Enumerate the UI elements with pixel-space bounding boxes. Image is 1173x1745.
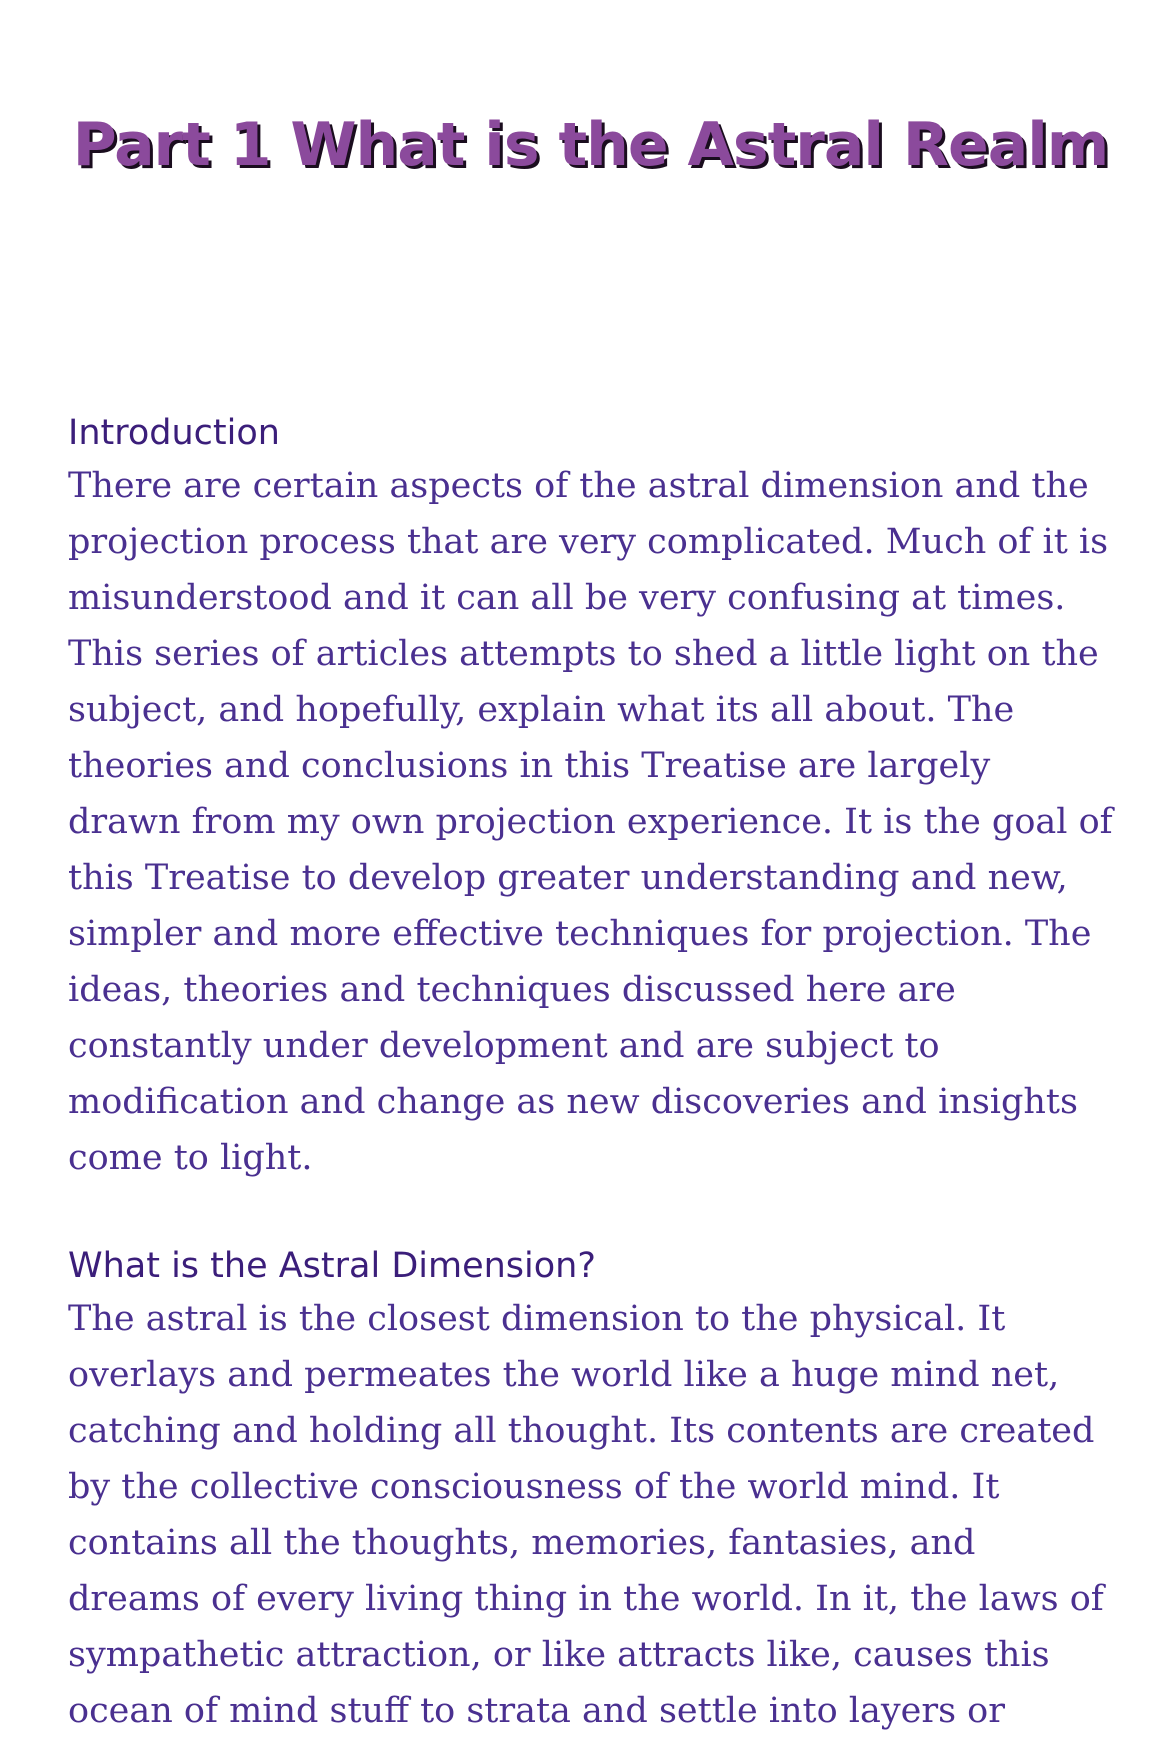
- section-astral-dimension: [68, 1241, 1113, 1739]
- section-heading: Introduction: [68, 413, 280, 453]
- section-introduction: [68, 408, 1113, 1186]
- section-heading: What is the Astral Dimension?: [68, 1246, 596, 1286]
- page-title: Part 1 What is the Astral Realm: [72, 110, 1109, 180]
- section-paragraph: The astral is the closest dimension to the physical. It overlays and permeates the world like a huge mind net, catching and holding all thought. Its contents are created by the collective consciousness of the world mind. It contains all the thoughts, memories, fantasies, and dreams of every living thing in the world. In it, the laws of sympathetic attraction, or like attracts like, causes this ocean of mind stuff to strata and settle into layers or: [68, 1299, 1104, 1731]
- section-paragraph: There are certain aspects of the astral dimension and the projection process that are very complicated. Much of it is misunderstood and it can all be very confusing at times. This series of articles attempts to shed a little light on the subject, and hopefully, explain what its all about. The theories and conclusions in this Treatise are largely drawn from my own projection experience. It is the goal of this Treatise to develop greater understanding and new, simpler and more effective techniques for projection. The ideas, theories and techniques discussed here are constantly under development and are subject to modification and change as new discoveries and insights come to light.: [68, 466, 1113, 1178]
